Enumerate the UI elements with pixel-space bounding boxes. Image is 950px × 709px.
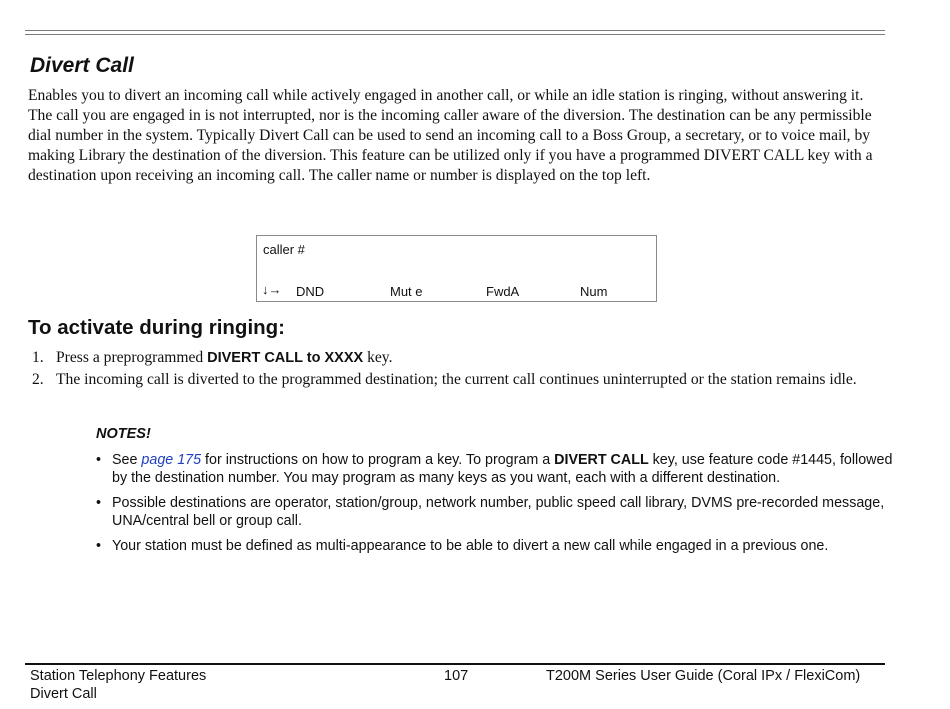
step-key-name: DIVERT CALL to XXXX — [207, 350, 364, 366]
note-item — [96, 451, 896, 487]
bullet-icon: • — [96, 495, 102, 511]
step-text-post: key. — [363, 349, 393, 366]
header-rule-bottom — [25, 34, 885, 35]
display-softkey-mute: Mut e — [390, 284, 423, 299]
header-rule-top — [25, 30, 885, 31]
footer-chapter: Station Telephony Features — [30, 668, 207, 684]
note-text-pre: See — [112, 452, 142, 468]
page-number: 107 — [444, 668, 469, 684]
step-item — [28, 348, 886, 368]
display-softkey-num: Num — [580, 284, 608, 299]
notes-list — [96, 451, 896, 562]
footer-section: Divert Call — [30, 686, 97, 702]
notes-heading: NOTES! — [96, 426, 151, 442]
step-text: The incoming call is diverted to the programmed destination; the current call continues uninterrupted or the station remains idle. — [56, 371, 857, 388]
section-heading: To activate during ringing: — [28, 316, 286, 339]
note-item — [96, 494, 896, 530]
display-caller-text: caller # — [263, 242, 305, 257]
note-text: Possible destinations are operator, station/group, network number, public speed call library, DVMS pre-recorded message, UNA/central bell or group call. — [112, 495, 885, 529]
bullet-icon: • — [96, 452, 102, 468]
step-text-pre: Press a preprogrammed — [56, 349, 208, 366]
note-key-name: DIVERT CALL — [554, 452, 649, 468]
display-softkey-dnd: DND — [296, 284, 325, 299]
bullet-icon: • — [96, 538, 102, 554]
note-text-mid: for instructions on how to program a key. To program a — [201, 452, 555, 468]
phone-display-illustration — [256, 235, 657, 302]
step-number: 2. — [32, 371, 44, 388]
note-item — [96, 537, 896, 555]
footer-rule — [25, 663, 885, 665]
steps-list — [28, 348, 886, 392]
note-text-post: key, use feature code #1445, followed by the destination number. You may program as many keys as you want, each with a different destination. — [112, 452, 893, 486]
display-softkey-fwda: FwdA — [486, 284, 520, 299]
step-item — [28, 370, 886, 390]
footer-guide-title: T200M Series User Guide (Coral IPx / FlexiCom) — [546, 668, 861, 684]
footer-left — [30, 667, 206, 703]
note-text: Your station must be defined as multi-appearance to be able to divert a new call while engaged in a previous one. — [112, 538, 829, 554]
page-title: Divert Call — [30, 54, 134, 77]
intro-paragraph: Enables you to divert an incoming call while actively engaged in another call, or while an idle station is ringing, without answering it. The call you are engaged in is not interrupted, nor is the incoming caller aware of the diversion. The destination can be any permissible dial number in the system. Typically Divert Call can be used to send an incoming call to a Boss Group, a secretary, or to voice mail, by making Library the destination of the diversion. This feature can be utilized only if you have a programmed DIVERT CALL key with a destination upon receiving an incoming call. The caller name or number is displayed on the top left. — [28, 87, 873, 184]
step-number: 1. — [32, 349, 44, 366]
page-link[interactable]: page 175 — [141, 452, 202, 468]
scroll-arrows-icon: ↓→ — [262, 282, 282, 297]
